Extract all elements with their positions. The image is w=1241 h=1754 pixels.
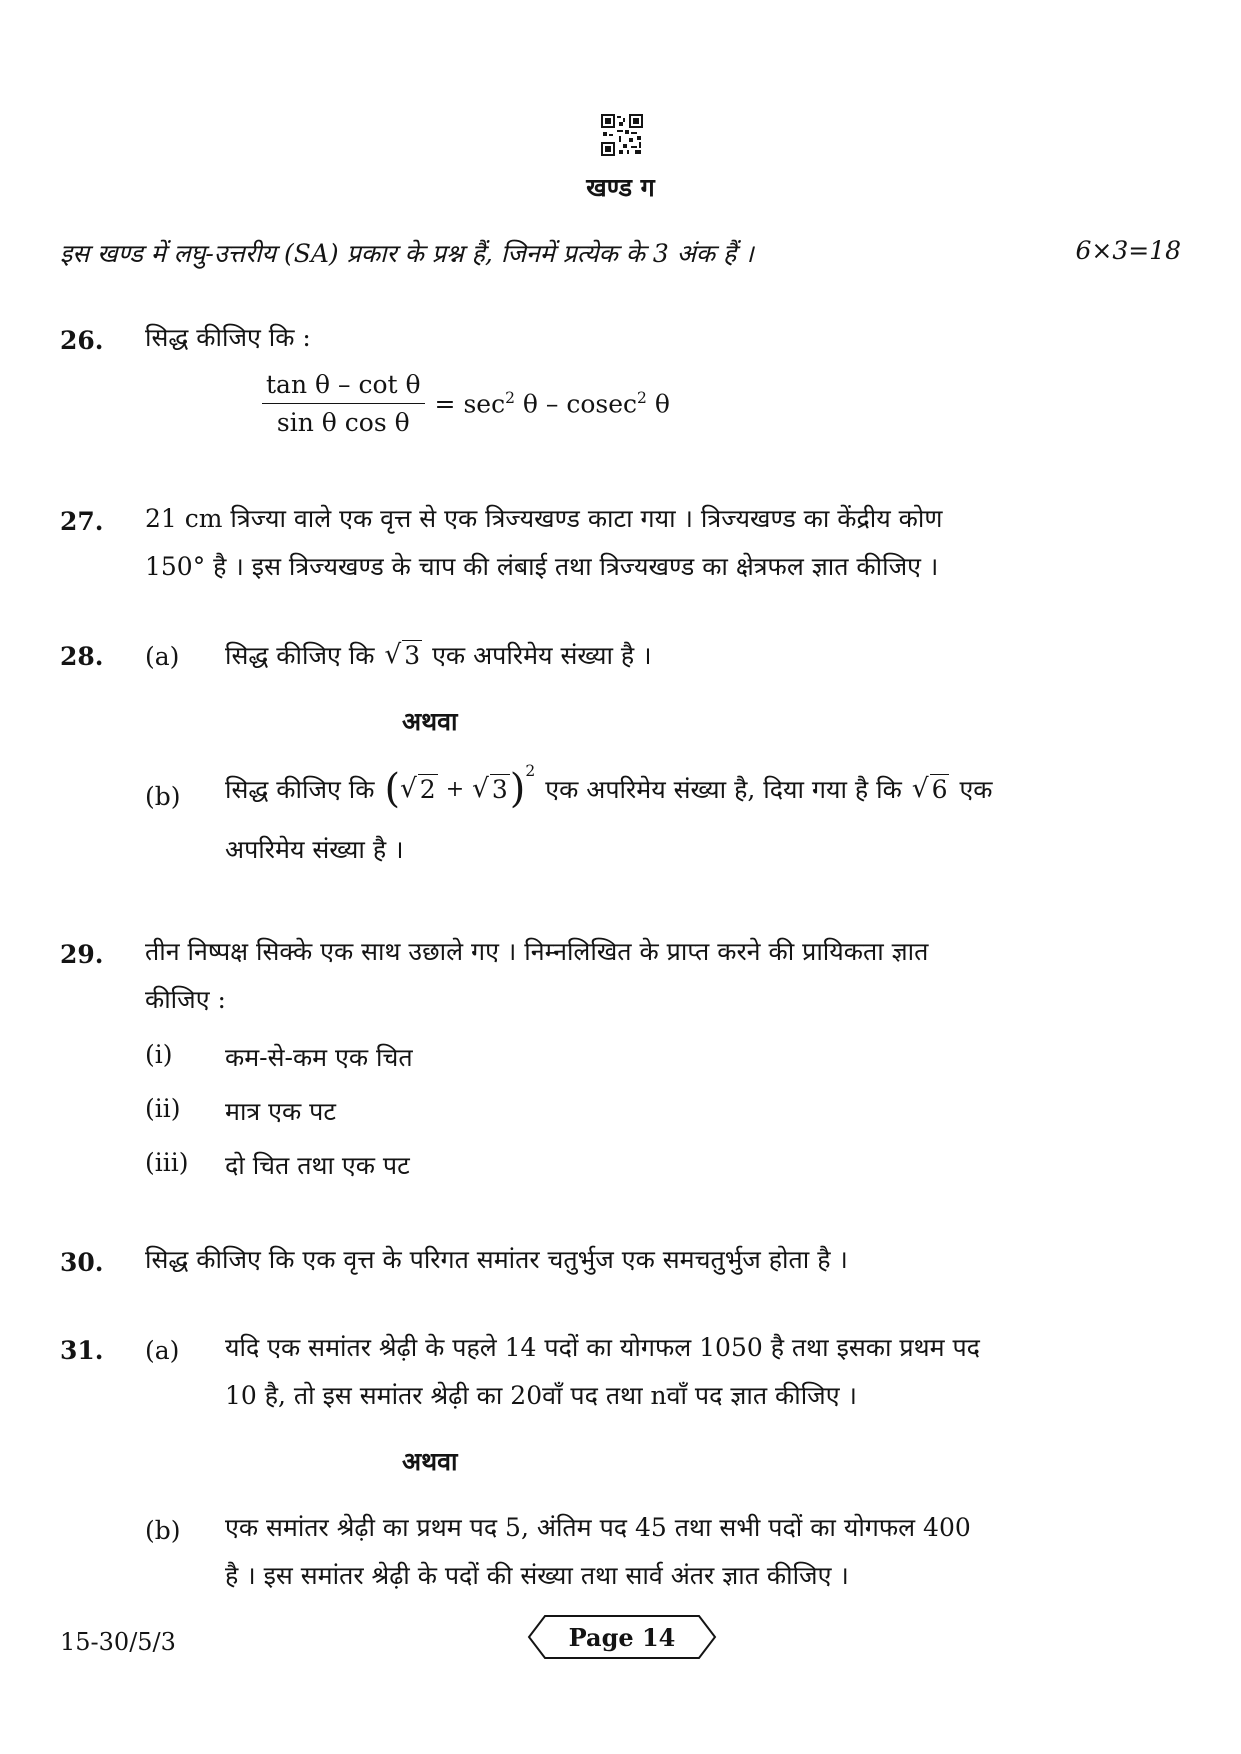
question-27-line-2: 150° है । इस त्रिज्यखण्ड के चाप की लंबाई तथा त्रिज्यखण्ड का क्षेत्रफल ज्ञात कीजिए । <box>145 552 939 581</box>
question-number-31: 31. <box>60 1336 104 1365</box>
radical-icon: √ <box>472 774 489 804</box>
question-31-b-text <box>225 1504 971 1600</box>
fraction-numerator: tan θ – cot θ <box>262 370 425 404</box>
question-30-text: सिद्ध कीजिए कि एक वृत्त के परिगत समांतर चतुर्भुज एक समचतुर्भुज होता है । <box>145 1245 848 1274</box>
question-28-b-expression <box>384 762 536 812</box>
section-title: खण्ड ग <box>586 173 655 202</box>
question-31-b-label: (b) <box>145 1516 181 1545</box>
question-29-line-2: कीजिए : <box>145 985 226 1014</box>
question-28-a-pre: सिद्ध कीजिए कि <box>225 641 375 670</box>
paper-code: 15-30/5/3 <box>60 1628 176 1656</box>
question-29-item-text: कम-से-कम एक चित <box>225 1043 413 1072</box>
section-instruction: इस खण्ड में लघु-उत्तरीय (SA) प्रकार के प्रश्न हैं, जिनमें प्रत्येक के 3 अंक हैं । <box>60 239 754 268</box>
sqrt-2 <box>400 774 438 804</box>
plus-sign: + <box>445 776 465 802</box>
question-29-line-1: तीन निष्पक्ष सिक्के एक साथ उछाले गए । निम्नलिखित के प्राप्त करने की प्रायिकता ज्ञात <box>145 937 929 966</box>
fraction-denominator: sin θ cos θ <box>276 408 410 437</box>
rhs-exp-2: 2 <box>637 388 647 407</box>
radicand: 2 <box>419 775 436 804</box>
question-27-text <box>145 495 942 591</box>
radical-icon: √ <box>384 640 402 670</box>
question-29-item-text: दो चित तथा एक पट <box>225 1151 410 1180</box>
radical-icon: √ <box>400 774 417 804</box>
question-28-b-line-2: अपरिमेय संख्या है । <box>225 835 404 864</box>
question-28-b-label: (b) <box>145 782 181 811</box>
question-28-b-line-1 <box>225 762 993 812</box>
question-number-30: 30. <box>60 1248 104 1277</box>
or-divider-31: अथवा <box>402 1447 458 1476</box>
qr-code-icon <box>601 114 643 156</box>
question-26-equation <box>262 370 670 437</box>
equation-rhs <box>435 389 670 418</box>
question-29-item-text: मात्र एक पट <box>225 1097 336 1126</box>
question-29-item-label: (i) <box>145 1040 173 1069</box>
rhs-sec: = sec <box>434 389 506 419</box>
question-number-28: 28. <box>60 642 104 671</box>
question-31-a-text <box>225 1324 980 1420</box>
rhs-theta: θ <box>646 389 670 419</box>
question-29-item-label: (iii) <box>145 1148 189 1177</box>
paren-close: ) <box>509 766 526 812</box>
question-28-b-pre: सिद्ध कीजिए कि <box>225 775 375 804</box>
section-marks: 6×3=18 <box>1075 236 1181 265</box>
question-26-text: सिद्ध कीजिए कि : <box>145 323 311 352</box>
radicand: 3 <box>404 641 421 670</box>
question-number-26: 26. <box>60 326 104 355</box>
sqrt-6 <box>912 774 950 804</box>
question-29-item-label: (ii) <box>145 1094 181 1123</box>
question-28-b-mid: एक अपरिमेय संख्या है, दिया गया है कि <box>545 775 902 804</box>
question-31-a-label: (a) <box>145 1336 180 1365</box>
question-31-a-line-2: 10 है, तो इस समांतर श्रेढ़ी का 20वाँ पद तथा nवाँ पद ज्ञात कीजिए । <box>225 1381 857 1410</box>
question-31-b-line-1: एक समांतर श्रेढ़ी का प्रथम पद 5, अंतिम पद 45 तथा सभी पदों का योगफल 400 <box>225 1513 971 1542</box>
question-31-a-line-1: यदि एक समांतर श्रेढ़ी के पहले 14 पदों का योगफल 1050 है तथा इसका प्रथम पद <box>225 1333 980 1362</box>
question-number-29: 29. <box>60 940 104 969</box>
question-28-a-label: (a) <box>145 642 180 671</box>
equation-fraction <box>262 370 425 437</box>
radicand: 3 <box>491 775 508 804</box>
expression-exponent: 2 <box>525 762 536 780</box>
question-number-27: 27. <box>60 507 104 536</box>
question-28-a-text <box>225 638 652 672</box>
radical-icon: √ <box>911 774 929 804</box>
question-28-b-post: एक <box>959 775 993 804</box>
question-29-text <box>145 928 928 1024</box>
paren-open: ( <box>384 766 401 812</box>
or-divider-28: अथवा <box>402 707 458 736</box>
sqrt-3 <box>384 640 422 670</box>
radicand: 6 <box>931 775 948 804</box>
question-28-a-post: एक अपरिमेय संख्या है । <box>432 641 652 670</box>
page-number: Page 14 <box>568 1622 676 1652</box>
rhs-exp-1: 2 <box>505 388 515 407</box>
rhs-theta-minus: θ – cosec <box>514 389 638 419</box>
question-27-line-1: 21 cm त्रिज्या वाले एक वृत्त से एक त्रिज्यखण्ड काटा गया । त्रिज्यखण्ड का केंद्रीय कोण <box>145 504 943 533</box>
question-31-b-line-2: है । इस समांतर श्रेढ़ी के पदों की संख्या तथा सार्व अंतर ज्ञात कीजिए । <box>225 1561 849 1590</box>
sqrt-3 <box>472 774 510 804</box>
